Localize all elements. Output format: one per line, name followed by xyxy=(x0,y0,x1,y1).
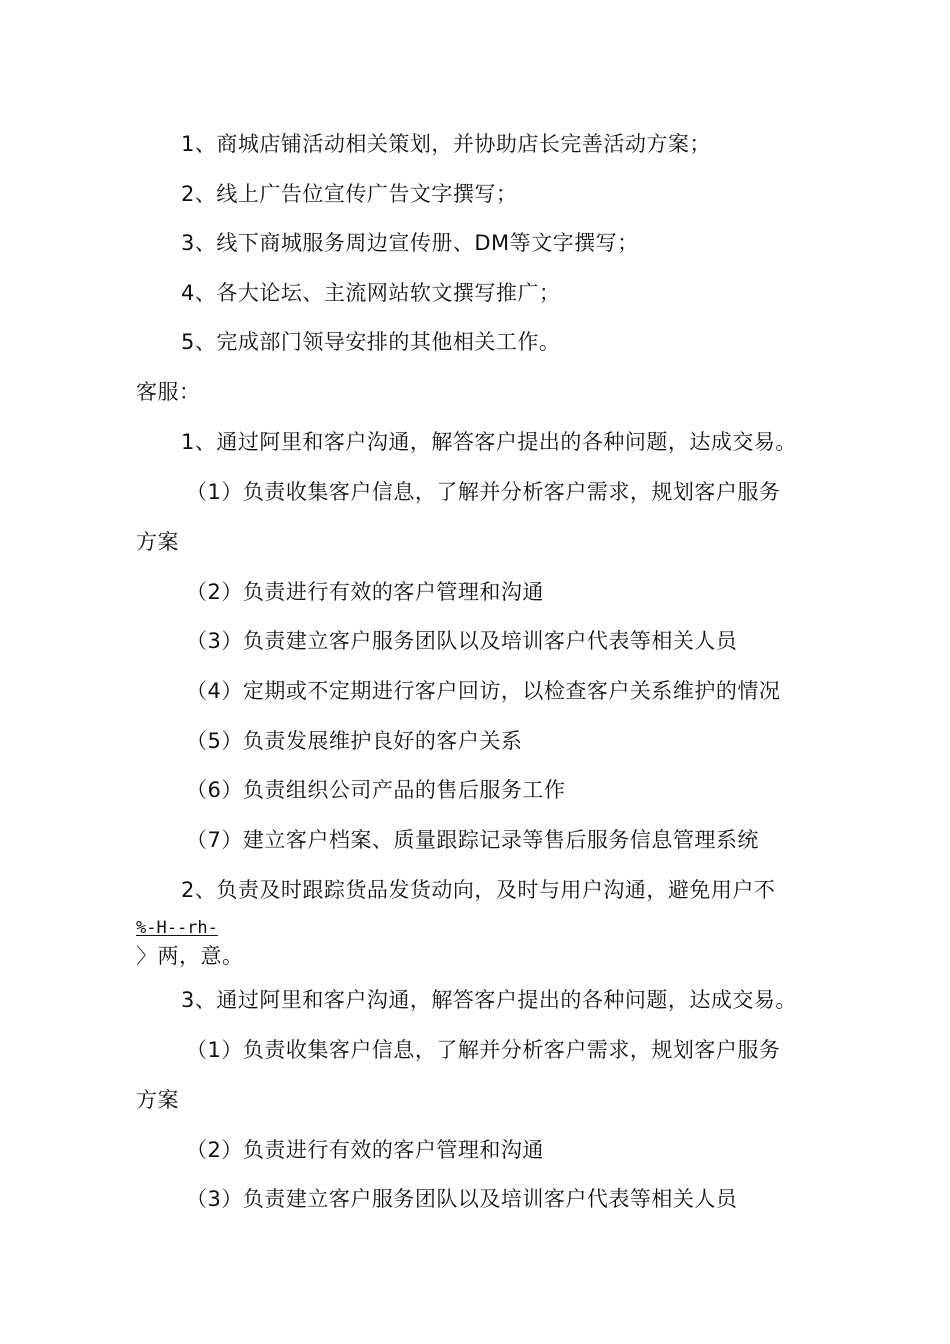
kefu-item-1-sub-5: （5）负责发展维护良好的客户关系 xyxy=(186,729,523,753)
kefu-item-1-sub-4: （4）定期或不定期进行客户回访，以检查客户关系维护的情况 xyxy=(186,679,781,703)
kefu-item-1-sub-2: （2）负责进行有效的客户管理和沟通 xyxy=(186,580,544,604)
kefu-item-1: 1、通过阿里和客户沟通，解答客户提出的各种问题，达成交易。 xyxy=(181,430,797,454)
kefu-item-3-sub-1-line-2: 方案 xyxy=(136,1088,179,1112)
kefu-item-3-sub-2: （2）负责进行有效的客户管理和沟通 xyxy=(186,1138,544,1162)
kefu-item-3: 3、通过阿里和客户沟通，解答客户提出的各种问题，达成交易。 xyxy=(181,988,797,1012)
kefu-item-1-sub-6: （6）负责组织公司产品的售后服务工作 xyxy=(186,778,566,802)
kefu-item-2-line-1: 2、负责及时跟踪货品发货动向，及时与用户沟通，避免用户不 xyxy=(181,878,776,902)
kefu-item-1-sub-1-line-1: （1）负责收集客户信息，了解并分析客户需求，规划客户服务 xyxy=(186,480,781,504)
section-heading-kefu: 客服： xyxy=(136,380,201,404)
kefu-item-3-sub-1-line-1: （1）负责收集客户信息，了解并分析客户需求，规划客户服务 xyxy=(186,1038,781,1062)
kefu-item-1-sub-3: （3）负责建立客户服务团队以及培训客户代表等相关人员 xyxy=(186,629,738,653)
kefu-item-3-sub-3: （3）负责建立客户服务团队以及培训客户代表等相关人员 xyxy=(186,1187,738,1211)
kefu-item-2-line-2: 〉两，意。 xyxy=(136,944,244,968)
section-a-item-3: 3、线下商城服务周边宣传册、DM等文字撰写； xyxy=(181,231,639,255)
section-a-item-5: 5、完成部门领导安排的其他相关工作。 xyxy=(181,330,561,354)
kefu-item-1-sub-1-line-2: 方案 xyxy=(136,530,179,554)
section-a-item-4: 4、各大论坛、主流网站软文撰写推广； xyxy=(181,281,561,305)
kefu-item-1-sub-7: （7）建立客户档案、质量跟踪记录等售后服务信息管理系统 xyxy=(186,828,759,852)
section-a-item-1: 1、商城店铺活动相关策划，并协助店长完善活动方案； xyxy=(181,132,711,156)
kefu-item-2-garbled-text: %-H--rh- xyxy=(136,918,218,938)
section-a-item-2: 2、线上广告位宣传广告文字撰写； xyxy=(181,182,518,206)
